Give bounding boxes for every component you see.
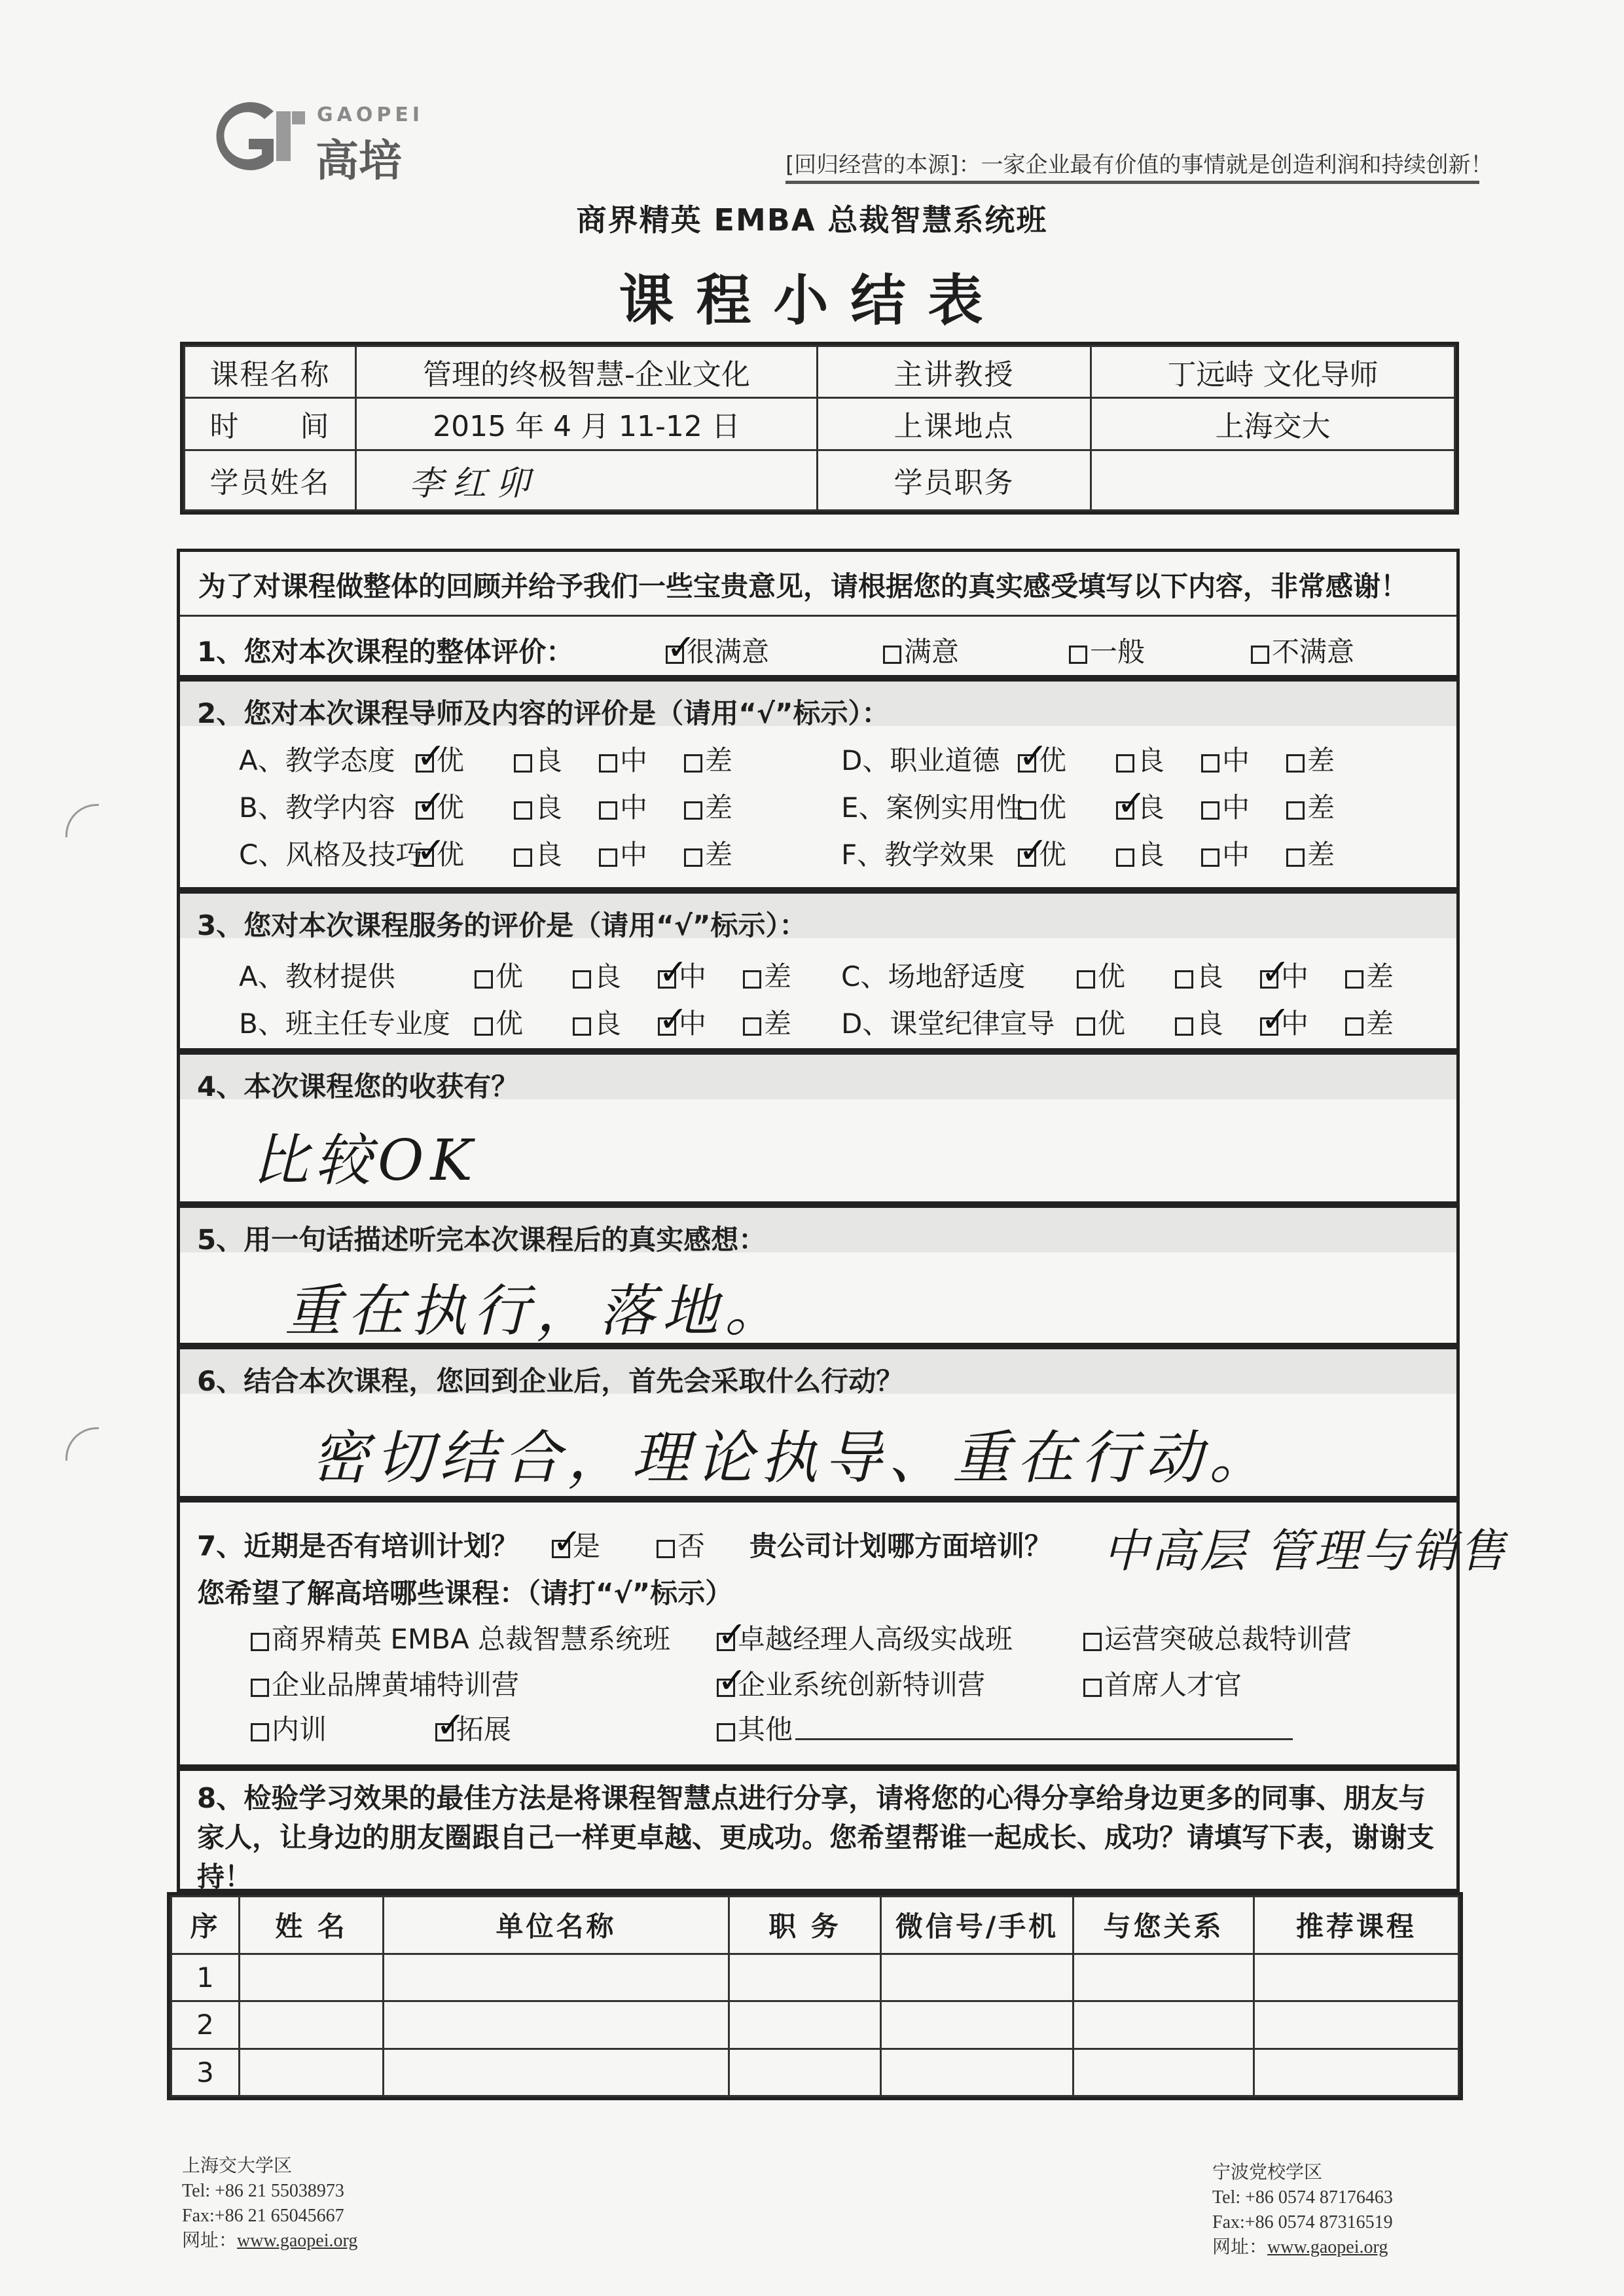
location-label: 上课地点 [818, 398, 1091, 450]
column-header: 序 [171, 1897, 240, 1954]
q2-item-label: C、风格及技巧 [239, 839, 424, 871]
website-link[interactable]: www.gaopei.org [1267, 2237, 1388, 2257]
q2-grade-option[interactable] [684, 833, 732, 873]
q2-grade-option[interactable] [684, 786, 732, 826]
time-label: 时 间 [185, 398, 356, 450]
course-option-label: 运营突破总裁特训营 [1104, 1623, 1352, 1655]
checkbox-checked[interactable] [435, 1723, 454, 1741]
checkbox[interactable] [573, 1017, 591, 1036]
checkbox[interactable] [1251, 646, 1269, 664]
course-option-label: 企业系统创新特训营 [738, 1669, 986, 1701]
gaopei-logo-icon [196, 97, 308, 175]
q2-grade-option[interactable] [514, 833, 562, 873]
table-cell[interactable] [1254, 1954, 1459, 2001]
q7-option-yes[interactable]: ✓ 是 [552, 1525, 600, 1564]
q3-item-label: D、课堂纪律宣导 [841, 1008, 1055, 1040]
program-title: 商界精英 EMBA 总裁智慧系统班 [576, 202, 1048, 238]
checkbox-checked[interactable] [1018, 848, 1036, 867]
q3-grade-option[interactable] [743, 955, 791, 994]
grade-label: 差 [1307, 839, 1335, 871]
teacher-label: 主讲教授 [818, 346, 1091, 398]
checkbox-checked[interactable] [1018, 754, 1036, 773]
checkbox-checked[interactable] [658, 1017, 676, 1036]
logo-text-cn: 高培 [316, 136, 402, 186]
checkbox[interactable] [1345, 970, 1363, 989]
grade-label: 中 [1222, 792, 1250, 824]
row-number: 2 [171, 2001, 240, 2049]
course-option[interactable] [435, 1708, 511, 1747]
column-header: 与您关系 [1074, 1897, 1254, 1954]
table-cell[interactable] [881, 2001, 1074, 2049]
q2-item-label: A、教学态度 [239, 744, 395, 776]
course-option-label: 拓展 [456, 1713, 512, 1745]
course-option[interactable] [251, 1708, 327, 1747]
checkbox-checked[interactable] [552, 1540, 570, 1558]
checkbox-checked[interactable] [416, 848, 434, 867]
checkbox[interactable] [514, 801, 532, 820]
table-cell[interactable] [1074, 1954, 1254, 2001]
column-header: 推荐课程 [1254, 1897, 1459, 1954]
course-option-label: 企业品牌黄埔特训营 [272, 1669, 520, 1701]
footer-ningbo: 宁波党校学区 Tel: +86 0574 87176463 Fax:+86 0574 87316519 网址：www.gaopei.org [1212, 2162, 1393, 2257]
grade-label: 中 [1281, 960, 1309, 993]
q2-grade-option[interactable] [1116, 739, 1164, 778]
table-cell[interactable] [384, 2001, 729, 2049]
grade-label: 良 [594, 960, 622, 993]
grade-label: 差 [705, 792, 733, 824]
grade-label: 优 [437, 839, 465, 871]
checkbox[interactable] [1201, 801, 1219, 820]
grade-label: 中 [1281, 1008, 1309, 1040]
q3-grade-option[interactable] [743, 1002, 791, 1042]
header-divider [785, 181, 1479, 184]
grade-label: 优 [1098, 960, 1126, 993]
q2-grade-option[interactable] [1286, 786, 1335, 826]
checkbox[interactable] [743, 970, 761, 989]
course-option-label: 卓越经理人高级实战班 [738, 1623, 1013, 1655]
checkbox[interactable] [251, 1723, 269, 1741]
grade-label: 优 [1039, 839, 1067, 871]
checkbox[interactable] [717, 1723, 735, 1741]
q2-grade-option[interactable] [599, 739, 647, 778]
section-q7 [177, 1499, 1508, 1768]
q4-answer-handwritten: 比较OK [252, 1128, 479, 1194]
course-option-label: 其他 [738, 1713, 793, 1745]
q3-item-label: C、场地舒适度 [841, 960, 1026, 993]
checkbox[interactable] [1116, 754, 1134, 773]
teacher-value: 丁远峙 文化导师 [1091, 346, 1455, 398]
q2-grade-option[interactable] [684, 739, 732, 778]
checkbox[interactable] [1116, 848, 1134, 867]
grade-label: 差 [705, 839, 733, 871]
section-q3 [177, 890, 1460, 1051]
q2-grade-option[interactable] [1286, 739, 1335, 778]
course-option[interactable] [717, 1664, 985, 1703]
q3-grade-option[interactable] [1175, 955, 1223, 994]
q2-grade-option[interactable] [514, 739, 562, 778]
table-cell[interactable] [881, 1954, 1074, 2001]
course-option[interactable] [251, 1664, 519, 1703]
checkbox[interactable] [251, 1633, 269, 1651]
column-header: 微信号/手机 [881, 1897, 1074, 1954]
course-option[interactable] [1083, 1618, 1352, 1657]
q1-option-unsatisfied[interactable]: 不满意 [1251, 630, 1354, 670]
grade-label: 中 [1222, 839, 1250, 871]
student-position-label: 学员职务 [818, 450, 1091, 510]
grade-label: 中 [679, 960, 707, 993]
section-q4 [177, 1051, 1460, 1205]
section-q8 [177, 1768, 1460, 1892]
checkbox[interactable] [1083, 1679, 1102, 1697]
q3-item-label: B、班主任专业度 [239, 1008, 450, 1040]
checkbox[interactable] [684, 754, 702, 773]
q2-item-label: D、职业道德 [841, 744, 1000, 776]
checkbox[interactable] [1201, 848, 1219, 867]
q2-label: 2、您对本次课程导师及内容的评价是（请用“√”标示）： [197, 697, 890, 729]
grade-label: 中 [1222, 744, 1250, 776]
checkbox[interactable] [599, 848, 617, 867]
grade-label: 优 [1039, 792, 1067, 824]
q3-grade-option[interactable] [658, 955, 706, 994]
location-value: 上海交大 [1091, 398, 1455, 450]
table-cell[interactable] [384, 1954, 729, 2001]
table-cell[interactable] [729, 2001, 881, 2049]
checkbox[interactable] [1175, 1017, 1193, 1036]
q2-grade-option[interactable] [1201, 739, 1250, 778]
checkbox-checked[interactable] [666, 646, 684, 664]
q1-label: 1、您对本次课程的整体评价： [197, 636, 574, 668]
course-option[interactable] [1083, 1664, 1242, 1703]
grade-label: 良 [535, 839, 563, 871]
section-q6 [177, 1346, 1460, 1499]
q2-grade-option[interactable] [599, 833, 647, 873]
course-option-label: 首席人才官 [1104, 1669, 1242, 1701]
grade-label: 差 [1366, 960, 1394, 993]
q2-item-label: E、案例实用性 [841, 792, 1024, 824]
checkbox-checked[interactable] [416, 754, 434, 773]
grade-label: 良 [1196, 1008, 1224, 1040]
q1-option-average[interactable]: 一般 [1069, 630, 1145, 670]
q3-grade-option[interactable] [573, 955, 621, 994]
table-cell[interactable] [1074, 2049, 1254, 2096]
table-cell[interactable] [881, 2049, 1074, 2096]
q2-item-label: F、教学效果 [841, 839, 995, 871]
checkbox[interactable] [475, 970, 493, 989]
checkbox[interactable] [1069, 646, 1087, 664]
referral-table [167, 1892, 1463, 2100]
grade-label: 差 [1366, 1008, 1394, 1040]
checkbox-checked[interactable] [717, 1633, 735, 1651]
checkbox-checked[interactable] [658, 970, 676, 989]
q2-grade-option[interactable] [1286, 833, 1335, 873]
checkbox[interactable] [514, 848, 532, 867]
form-title: 课程小结表 [619, 268, 1005, 333]
q7-topic-answer-handwritten: 中高层 管理与销售 [1103, 1524, 1508, 1578]
checkbox[interactable] [599, 801, 617, 820]
checkbox[interactable] [1345, 1017, 1363, 1036]
q1-option-very-satisfied[interactable]: ✓ 很满意 [666, 630, 769, 670]
grade-label: 良 [535, 792, 563, 824]
section-q2 [177, 678, 1460, 890]
q6-answer-handwritten: 密切结合，理论执导、重在行动。 [311, 1424, 1274, 1491]
grade-label: 中 [679, 1008, 707, 1040]
checkbox[interactable] [1286, 754, 1305, 773]
q3-grade-option[interactable] [1175, 1002, 1223, 1042]
row-number: 1 [171, 1954, 240, 2001]
q2-grade-option[interactable] [1201, 786, 1250, 826]
q3-grade-option[interactable] [658, 1002, 706, 1042]
q7-course-prompt: 您希望了解高培哪些课程：（请打“√”标示） [197, 1577, 733, 1609]
checkbox[interactable] [1077, 970, 1095, 989]
course-option-label: 内训 [272, 1713, 327, 1745]
checkbox-checked[interactable] [1260, 1017, 1278, 1036]
checkbox[interactable] [251, 1679, 269, 1697]
column-header: 单位名称 [384, 1897, 729, 1954]
punch-hole-mark [65, 1427, 99, 1461]
checkbox[interactable] [1201, 754, 1219, 773]
table-cell[interactable] [1254, 2049, 1459, 2096]
q2-grade-option[interactable] [1116, 833, 1164, 873]
checkbox[interactable] [1175, 970, 1193, 989]
checkbox-checked[interactable] [416, 801, 434, 820]
q2-grade-option[interactable] [416, 786, 464, 826]
q5-label: 5、用一句话描述听完本次课程后的真实感想： [197, 1224, 767, 1256]
grade-label: 良 [535, 744, 563, 776]
time-value: 2015 年 4 月 11-12 日 [356, 398, 818, 450]
student-name-handwritten: 李红卯 [356, 450, 818, 510]
q2-grade-option[interactable] [1018, 786, 1066, 826]
intro-text: 为了对课程做整体的回顾并给予我们一些宝贵意见，请根据您的真实感受填写以下内容，非常感谢！ [198, 570, 1409, 602]
q3-grade-option[interactable] [1077, 955, 1125, 994]
column-header: 职 务 [729, 1897, 881, 1954]
checkbox[interactable] [514, 754, 532, 773]
grade-label: 良 [1137, 839, 1165, 871]
q3-grade-option[interactable] [1260, 955, 1308, 994]
table-cell[interactable] [1074, 2001, 1254, 2049]
checkbox[interactable] [1018, 801, 1036, 820]
grade-label: 差 [764, 960, 792, 993]
q1-option-satisfied[interactable]: 满意 [883, 630, 959, 670]
grade-label: 优 [437, 792, 465, 824]
checkbox[interactable] [1077, 1017, 1095, 1036]
checkbox[interactable] [1286, 848, 1305, 867]
course-option-label: 商界精英 EMBA 总裁智慧系统班 [272, 1623, 671, 1655]
grade-label: 良 [1137, 744, 1165, 776]
checkbox[interactable] [684, 801, 702, 820]
q5-answer-handwritten: 重在执行，落地。 [285, 1279, 787, 1344]
q3-grade-option[interactable] [1077, 1002, 1125, 1042]
q2-grade-option[interactable] [514, 786, 562, 826]
table-row [171, 2049, 1459, 2096]
grade-label: 优 [496, 960, 524, 993]
checkbox-checked[interactable] [1116, 801, 1134, 820]
checkbox[interactable] [743, 1017, 761, 1036]
grade-label: 良 [594, 1008, 622, 1040]
q3-grade-option[interactable] [1260, 1002, 1308, 1042]
student-name-label: 学员姓名 [185, 450, 356, 510]
grade-label: 优 [1098, 1008, 1126, 1040]
grade-label: 优 [437, 744, 465, 776]
q2-grade-option[interactable] [1201, 833, 1250, 873]
other-course-line [795, 1738, 1293, 1740]
grade-label: 良 [1137, 792, 1165, 824]
q8-text: 8、检验学习效果的最佳方法是将课程智慧点进行分享，请将您的心得分享给身边更多的同事、朋友与家人，让身边的朋友圈跟自己一样更卓越、更成功。您希望帮谁一起成长、成功？请填写下表，谢谢支持！ [197, 1782, 1435, 1893]
checkbox-checked[interactable] [717, 1679, 735, 1697]
q2-grade-option[interactable] [1116, 786, 1164, 826]
table-cell[interactable] [384, 2049, 729, 2096]
checkbox[interactable] [883, 646, 901, 664]
q4-label: 4、本次课程您的收获有？ [197, 1070, 519, 1102]
q2-grade-option[interactable] [599, 786, 647, 826]
checkbox[interactable] [1286, 801, 1305, 820]
punch-hole-mark [65, 804, 99, 837]
q2-grade-option[interactable] [1018, 739, 1066, 778]
table-row [171, 2001, 1459, 2049]
table-row [171, 1954, 1459, 2001]
grade-label: 差 [705, 744, 733, 776]
checkbox[interactable] [1083, 1633, 1102, 1651]
checkbox[interactable] [599, 754, 617, 773]
q3-grade-option[interactable] [475, 1002, 523, 1042]
table-cell[interactable] [240, 1954, 384, 2001]
q7-option-no[interactable]: 否 [657, 1525, 705, 1564]
table-cell[interactable] [1254, 2001, 1459, 2049]
q6-label: 6、结合本次课程，您回到企业后，首先会采取什么行动？ [197, 1365, 904, 1397]
student-position-value [1091, 450, 1455, 510]
checkbox-checked[interactable] [1260, 970, 1278, 989]
section-q5 [177, 1205, 1460, 1346]
checkbox[interactable] [573, 970, 591, 989]
table-cell[interactable] [729, 2049, 881, 2096]
q3-grade-option[interactable] [475, 955, 523, 994]
q7-topic-label: 贵公司计划哪方面培训？ [749, 1530, 1053, 1562]
logo-text-en: GAOPEI [317, 103, 424, 126]
q3-grade-option[interactable] [1345, 1002, 1394, 1042]
grade-label: 中 [620, 839, 648, 871]
q2-grade-option[interactable] [416, 833, 464, 873]
divider [180, 615, 1456, 617]
q7-label: 7、近期是否有培训计划？ [197, 1530, 519, 1562]
course-name-value: 管理的终极智慧-企业文化 [356, 346, 818, 398]
website-link[interactable]: www.gaopei.org [237, 2231, 358, 2251]
table-cell[interactable] [240, 2049, 384, 2096]
q2-item-label: B、教学内容 [239, 792, 395, 824]
section-intro-q1 [177, 549, 1460, 678]
q2-grade-option[interactable] [1018, 833, 1066, 873]
referral-header-row [171, 1897, 1459, 1954]
footer-shanghai: 上海交大学区 Tel: +86 21 55038973 Fax:+86 21 65045667 网址：www.gaopei.org [182, 2156, 358, 2251]
q3-grade-option[interactable] [1345, 955, 1394, 994]
course-info-table [180, 342, 1459, 515]
q3-grade-option[interactable] [573, 1002, 621, 1042]
q3-label: 3、您对本次课程服务的评价是（请用“√”标示）： [197, 909, 807, 941]
q2-grade-option[interactable] [416, 739, 464, 778]
checkbox[interactable] [475, 1017, 493, 1036]
grade-label: 中 [620, 792, 648, 824]
grade-label: 良 [1196, 960, 1224, 993]
grade-label: 差 [1307, 792, 1335, 824]
checkbox[interactable] [684, 848, 702, 867]
slogan: [回归经营的本源]：一家企业最有价值的事情就是创造利润和持续创新！ [785, 152, 1493, 178]
table-cell[interactable] [729, 1954, 881, 2001]
course-name-label: 课程名称 [185, 346, 356, 398]
column-header: 姓 名 [240, 1897, 384, 1954]
row-number: 3 [171, 2049, 240, 2096]
course-option[interactable] [717, 1618, 1013, 1657]
table-cell[interactable] [240, 2001, 384, 2049]
q3-item-label: A、教材提供 [239, 960, 395, 993]
grade-label: 差 [1307, 744, 1335, 776]
course-option[interactable] [717, 1708, 793, 1747]
grade-label: 优 [1039, 744, 1067, 776]
course-option[interactable] [251, 1618, 670, 1657]
grade-label: 中 [620, 744, 648, 776]
grade-label: 优 [496, 1008, 524, 1040]
checkbox[interactable] [657, 1540, 675, 1558]
grade-label: 差 [764, 1008, 792, 1040]
